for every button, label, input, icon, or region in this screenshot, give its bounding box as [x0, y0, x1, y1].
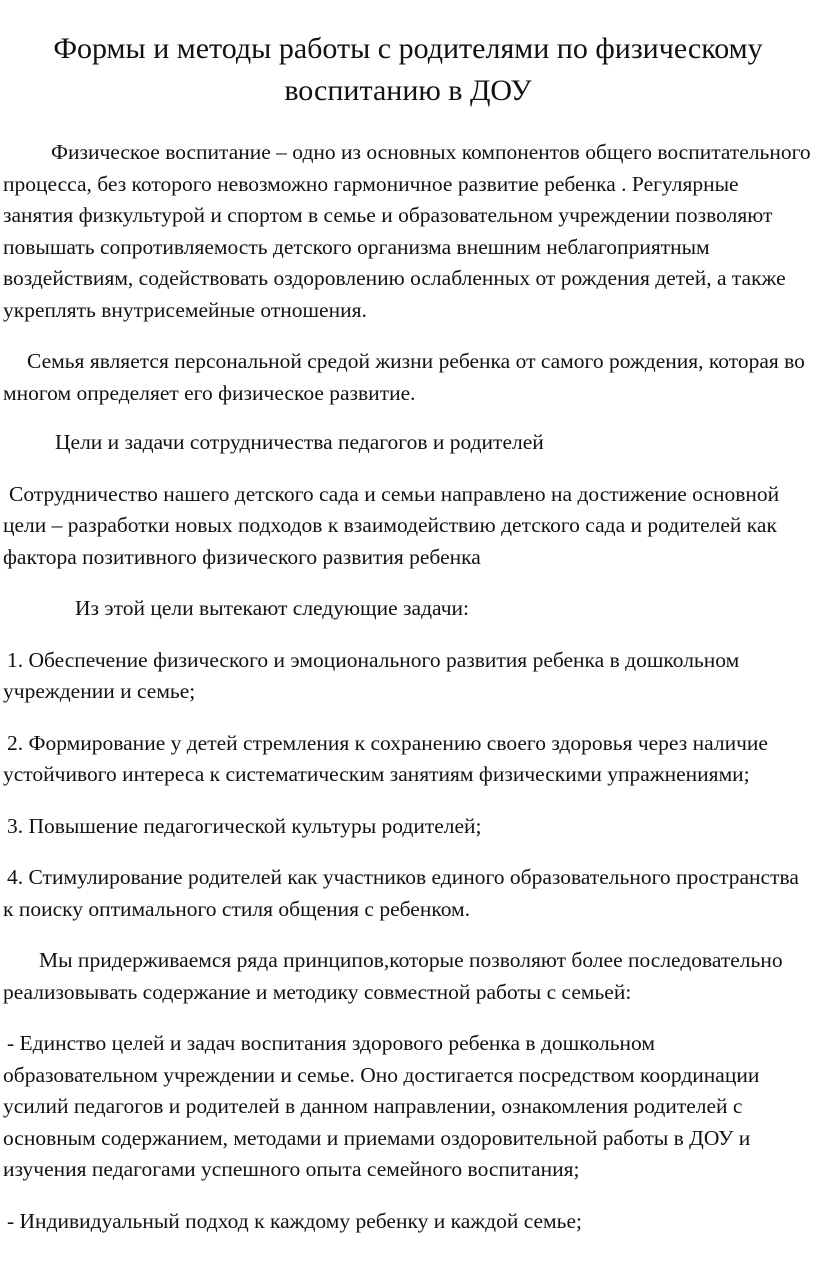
page-title: Формы и методы работы с родителями по физическому воспитанию в ДОУ — [53, 32, 763, 107]
principle-item-1: - Единство целей и задач воспитания здорового ребенка в дошкольном образовательном учреждении и семье. Оно достигается посредством координации усилий педагогов и родителей в данном направлении, ознакомления родителей с основным содержанием, методами и приемами оздоровительной работы в ДОУ и изучения педагогами успешного опыта семейного воспитания; — [3, 1031, 760, 1181]
intro-paragraph: Физическое воспитание – одно из основных компонентов общего воспитательного процесса, без которого невозможно гармоничное развитие ребенка . Регулярные занятия физкультурой и спортом в семье и образовательном учреждении позволяют повышать сопротивляемость детского организма внешним неблагоприятным воздействиям, содействовать оздоровлению ослабленных от рождения детей, а также укреплять внутрисемейные отношения. — [3, 140, 811, 322]
task-item-1: 1. Обеспечение физического и эмоционального развития ребенка в дошкольном учреждении и семье; — [3, 647, 740, 703]
cooperation-paragraph: Сотрудничество нашего детского сада и семьи направлено на достижение основной цели – разработки новых подходов к взаимодействию детского сада и родителей как фактора позитивного физического развития ребенка — [3, 481, 780, 569]
family-paragraph: Семья является персональной средой жизни ребенка от самого рождения, которая во многом определяет его физическое развитие. — [3, 349, 805, 405]
principle-item-2: - Индивидуальный подход к каждому ребенку и каждой семье; — [7, 1208, 582, 1233]
task-item-3: 3. Повышение педагогической культуры родителей; — [7, 813, 482, 838]
task-item-2: 2. Формирование у детей стремления к сохранению своего здоровья через наличие устойчивого интереса к систематическим занятиям физическими упражнениями; — [3, 730, 768, 786]
tasks-heading: Из этой цели вытекают следующие задачи: — [75, 596, 469, 620]
principles-intro: Мы придерживаемся ряда принципов,которые позволяют более последовательно реализовывать содержание и методику совместной работы с семьей: — [3, 948, 783, 1004]
task-item-4: 4. Стимулирование родителей как участников единого образовательного пространства к поиску оптимального стиля общения с ребенком. — [3, 865, 799, 921]
goals-heading: Цели и задачи сотрудничества педагогов и родителей — [55, 430, 544, 454]
